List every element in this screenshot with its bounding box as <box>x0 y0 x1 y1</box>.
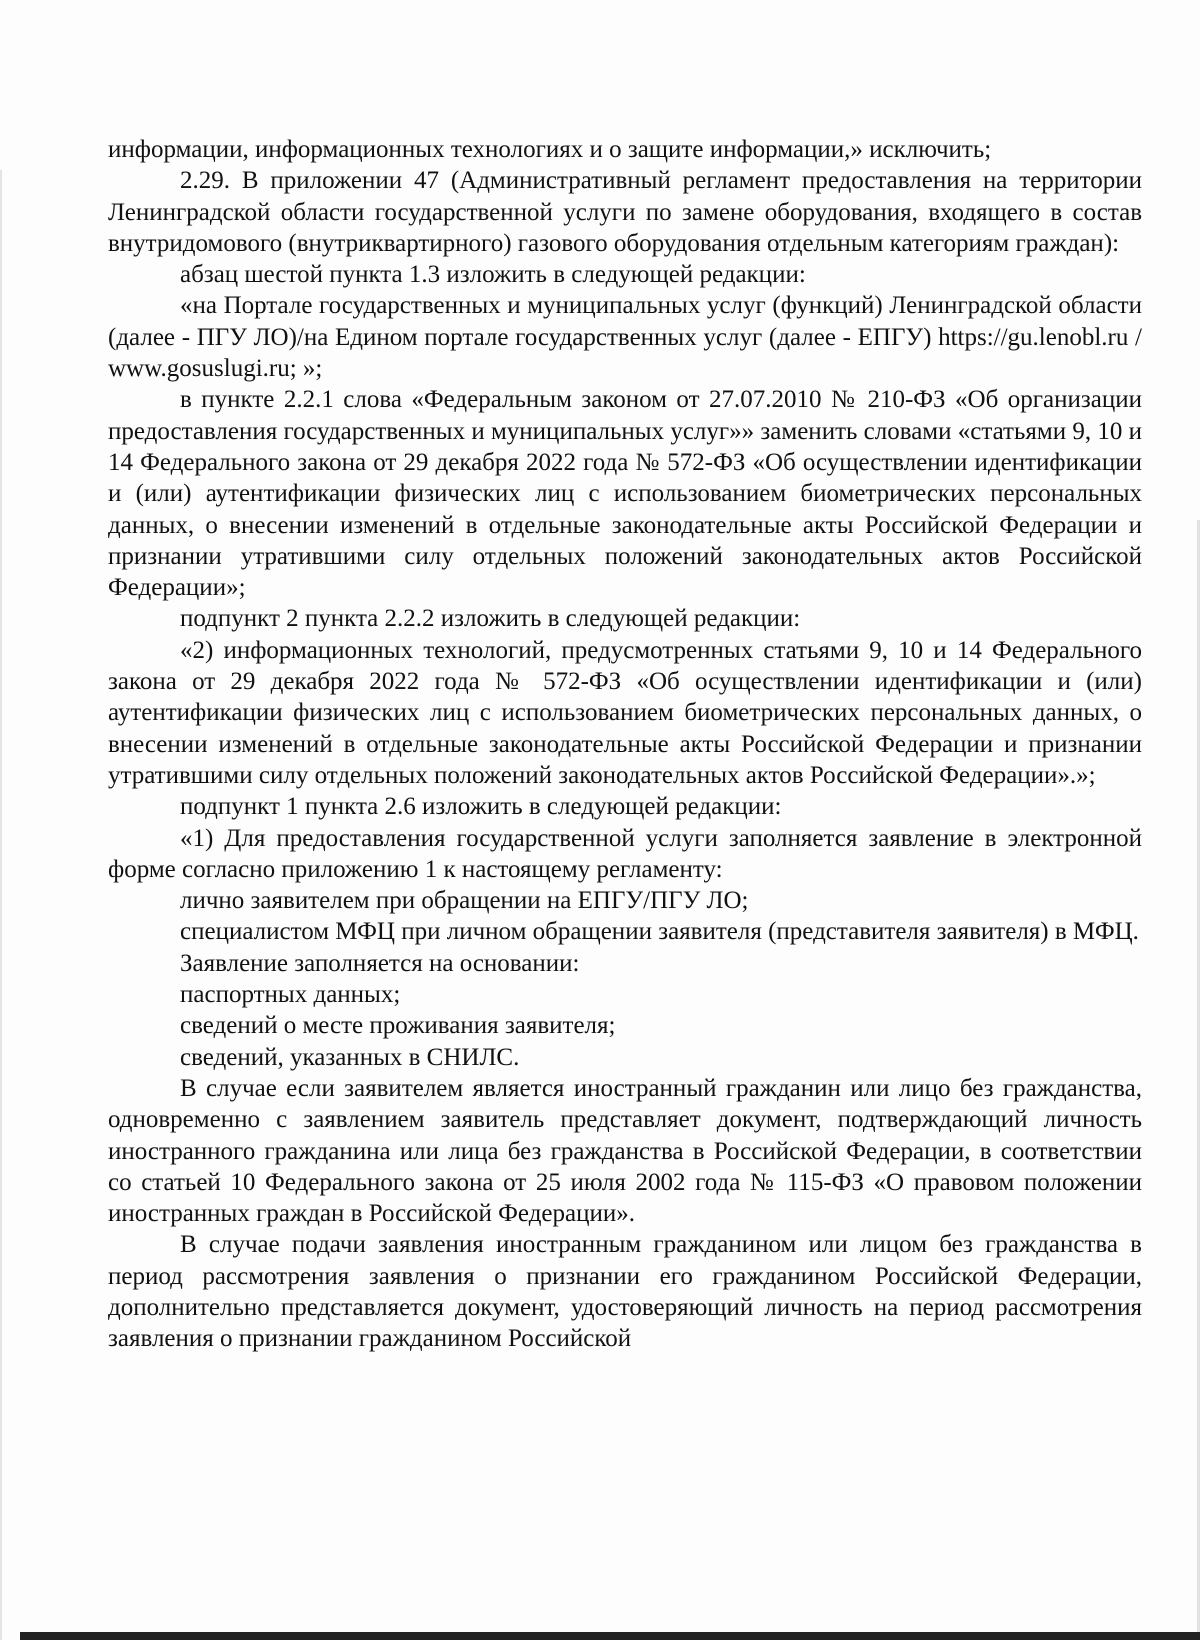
paragraph-2: 2.29. В приложении 47 (Административный регламент предоставления на территории Ленинградской области государственной услуги по замене оборудования, входящего в состав внутридомового (внутриквартирного) газового оборудования отдельным категориям граждан): <box>108 167 1142 257</box>
paragraph-13: паспортных данных; <box>180 981 401 1009</box>
paragraph-5: в пункте 2.2.1 слова «Федеральным законом от 27.07.2010 № 210-ФЗ «Об организации предоставления государственных и муниципальных услуг»» заменить словами «статьями 9, 10 и 14 Федерального закона от 29 декабря 2022 года № 572-ФЗ «Об осуществлении идентификации и (или) аутентификации физических лиц с использованием биометрических персональных данных, о внесении изменений в отдельные законодательные акты Российской Федерации и признании утратившими силу отдельных положений законодательных актов Российской Федерации»; <box>108 386 1142 602</box>
paragraph-8: подпункт 1 пункта 2.6 изложить в следующей редакции: <box>180 793 782 821</box>
paragraph-16: В случае если заявителем является иностранный гражданин или лицо без гражданства, одновременно с заявлением заявитель представляет документ, подтверждающий личность иностранного гражданина или лица без гражданства в Российской Федерации, в соответствии со статьей 10 Федерального закона от 25 июля 2002 года № 115-ФЗ «О правовом положении иностранных граждан в Российской Федерации». <box>108 1074 1142 1228</box>
document-body <box>108 134 1142 1355</box>
paragraph-9: «1) Для предоставления государственной услуги заполняется заявление в электронной форме согласно приложению 1 к настоящему регламенту: <box>108 824 1142 883</box>
paragraph-10: лично заявителем при обращении на ЕПГУ/ПГУ ЛО; <box>180 887 749 915</box>
paragraph-1: информации, информационных технологиях и о защите информации,» исключить; <box>108 136 992 163</box>
paragraph-12: Заявление заполняется на основании: <box>180 949 580 977</box>
paragraph-7: «2) информационных технологий, предусмотренных статьями 9, 10 и 14 Федерального закона от 29 декабря 2022 года № 572-ФЗ «Об осуществлении идентификации и (или) аутентификации физических лиц с использованием биометрических персональных данных, о внесении изменений в отдельные законодательные акты Российской Федерации и признании утратившими силу отдельных положений законодательных актов Российской Федерации».»; <box>108 636 1142 789</box>
scan-edge-left <box>0 170 2 1640</box>
paragraph-3: абзац шестой пункта 1.3 изложить в следующей редакции: <box>180 261 806 289</box>
paragraph-17: В случае подачи заявления иностранным гражданином или лицом без гражданства в период рассмотрения заявления о признании его гражданином Российской Федерации, дополнительно представляется документ, удостоверяющий личность на период рассмотрения заявления о признании гражданином Российской <box>108 1231 1142 1353</box>
paragraph-6: подпункт 2 пункта 2.2.2 изложить в следующей редакции: <box>180 605 801 633</box>
paragraph-4: «на Портале государственных и муниципальных услуг (функций) Ленинградской области (далее - ПГУ ЛО)/на Едином портале государственных услуг (далее - ЕПГУ) https://gu.lenobl.ru / www.gosuslugi.ru; »; <box>108 292 1142 383</box>
paragraph-11: специалистом МФЦ при личном обращении заявителя (представителя заявителя) в МФЦ. <box>180 918 1139 946</box>
paragraph-15: сведений, указанных в СНИЛС. <box>180 1043 520 1071</box>
scan-bottom-edge <box>20 1632 1200 1640</box>
paragraph-14: сведений о месте проживания заявителя; <box>180 1012 616 1040</box>
